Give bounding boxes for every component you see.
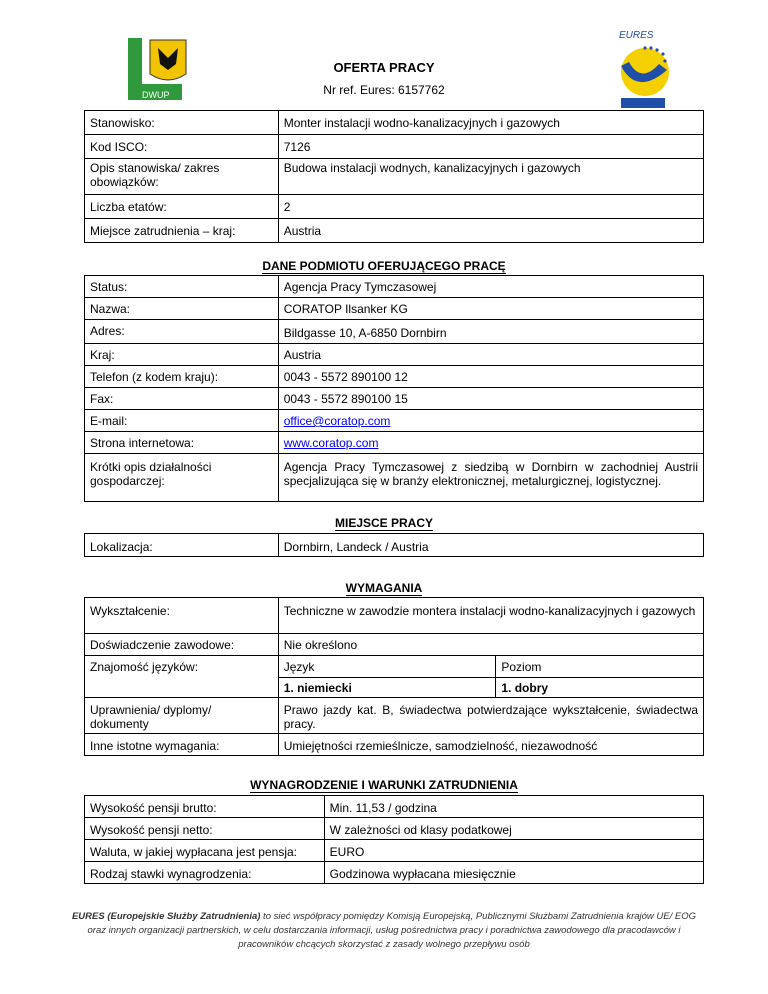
req-label: Uprawnienia/ dyplomy/ dokumenty — [85, 698, 279, 734]
table-row — [85, 656, 704, 678]
employer-value — [278, 432, 703, 454]
table-row — [85, 534, 704, 557]
table-row — [85, 410, 704, 432]
table-row — [85, 219, 704, 243]
employer-value: Agencja Pracy Tymczasowej — [278, 276, 703, 298]
level-column-header: Poziom — [496, 656, 704, 678]
employer-value: 0043 - 5572 890100 15 — [278, 388, 703, 410]
req-label: Wykształcenie: — [85, 598, 279, 634]
place-label: Lokalizacja: — [85, 534, 279, 557]
table-row — [85, 698, 704, 734]
table-row — [85, 320, 704, 344]
table-row — [85, 344, 704, 366]
employer-value: Agencja Pracy Tymczasowej z siedzibą w Dornbirn w zachodniej Austrii specjalizująca się w branży elektronicznej, metalurgicznej, logistycznej. — [278, 454, 703, 502]
reference-number: Nr ref. Eures: 6157762 — [323, 83, 445, 97]
website-link[interactable]: www.coratop.com — [283, 436, 379, 450]
footer-line-3: pracowników chcących skorzystać z zasady wolnego przepływu osób — [238, 939, 530, 950]
pay-value: Min. 11,53 / godzina — [324, 796, 703, 818]
svg-text:DWUP: DWUP — [142, 90, 170, 100]
place-table — [84, 533, 704, 557]
table-row — [85, 111, 704, 135]
table-row — [85, 159, 704, 195]
level-cell: 1. dobry — [496, 678, 704, 698]
table-row — [85, 195, 704, 219]
pay-label: Waluta, w jakiej wypłacana jest pensja: — [85, 840, 325, 862]
employer-label: Nazwa: — [85, 298, 279, 320]
job-value: 2 — [278, 195, 703, 219]
email-link[interactable]: office@coratop.com — [283, 414, 391, 428]
employer-value — [278, 410, 703, 432]
employer-label: Fax: — [85, 388, 279, 410]
job-table — [84, 110, 704, 243]
table-row — [85, 796, 704, 818]
req-label: Doświadczenie zawodowe: — [85, 634, 279, 656]
requirements-section-title: WYMAGANIA — [345, 581, 423, 595]
pay-section-title: WYNAGRODZENIE I WARUNKI ZATRUDNIENIA — [250, 778, 518, 792]
table-row — [85, 840, 704, 862]
svg-text:EURES: EURES — [619, 30, 654, 41]
employer-value: Austria — [278, 344, 703, 366]
employer-label: Strona internetowa: — [85, 432, 279, 454]
job-value: Budowa instalacji wodnych, kanalizacyjnych i gazowych — [278, 159, 703, 195]
job-value: Austria — [278, 219, 703, 243]
job-label: Kod ISCO: — [85, 135, 279, 159]
footer-note — [40, 910, 728, 952]
pay-value: W zależności od klasy podatkowej — [324, 818, 703, 840]
job-value: Monter instalacji wodno-kanalizacyjnych i gazowych — [278, 111, 703, 135]
table-row — [85, 276, 704, 298]
table-row — [85, 454, 704, 502]
req-label: Inne istotne wymagania: — [85, 734, 279, 756]
table-row — [85, 862, 704, 884]
footer-line-1: EURES (Europejskie Służby Zatrudnienia) to sieć współpracy pomiędzy Komisją Europejską, Publicznymi Służbami Zatrudnienia krajów UE/ EOG — [71, 911, 697, 922]
employer-label: Krótki opis działalności gospodarczej: — [85, 454, 279, 502]
job-label: Opis stanowiska/ zakres obowiązków: — [85, 159, 279, 195]
employer-value: CORATOP Ilsanker KG — [278, 298, 703, 320]
employer-table — [84, 275, 704, 502]
job-label: Stanowisko: — [85, 111, 279, 135]
req-value: Prawo jazdy kat. B, świadectwa potwierdzające wykształcenie, świadectwa pracy. — [278, 698, 703, 734]
req-value: Umiejętności rzemieślnicze, samodzielność, niezawodność — [278, 734, 703, 756]
employer-label: Kraj: — [85, 344, 279, 366]
pay-label: Wysokość pensji netto: — [85, 818, 325, 840]
job-value: 7126 — [278, 135, 703, 159]
place-section-title: MIEJSCE PRACY — [334, 516, 434, 530]
employer-label: Status: — [85, 276, 279, 298]
employer-label: E-mail: — [85, 410, 279, 432]
language-column-header: Język — [278, 656, 496, 678]
job-label: Miejsce zatrudnienia – kraj: — [85, 219, 279, 243]
employer-value: Bildgasse 10, A-6850 Dornbirn — [278, 320, 703, 344]
pay-table — [84, 795, 704, 884]
table-row — [85, 734, 704, 756]
employer-value: 0043 - 5572 890100 12 — [278, 366, 703, 388]
pay-label: Wysokość pensji brutto: — [85, 796, 325, 818]
req-value: Techniczne w zawodzie montera instalacji wodno-kanalizacyjnych i gazowych — [278, 598, 703, 634]
req-label: Znajomość języków: — [85, 656, 279, 698]
pay-label: Rodzaj stawki wynagrodzenia: — [85, 862, 325, 884]
requirements-table — [84, 597, 704, 756]
employer-label: Telefon (z kodem kraju): — [85, 366, 279, 388]
req-value: Nie określono — [278, 634, 703, 656]
table-row — [85, 598, 704, 634]
employer-section-title: DANE PODMIOTU OFERUJĄCEGO PRACĘ — [262, 259, 506, 273]
pay-value: Godzinowa wypłacana miesięcznie — [324, 862, 703, 884]
language-cell: 1. niemiecki — [278, 678, 496, 698]
pay-value: EURO — [324, 840, 703, 862]
table-row — [85, 432, 704, 454]
table-row — [85, 634, 704, 656]
table-row — [85, 818, 704, 840]
employer-label: Adres: — [85, 320, 279, 344]
place-value: Dornbirn, Landeck / Austria — [278, 534, 703, 557]
footer-line-2: oraz innych organizacji partnerskich, w celu dostarczania informacji, usług pośrednictwa pracy i poradnictwa zawodowego dla pracodawców i — [87, 925, 681, 936]
page-title: OFERTA PRACY — [333, 60, 435, 75]
table-row — [85, 366, 704, 388]
table-row — [85, 388, 704, 410]
table-row — [85, 135, 704, 159]
table-row — [85, 298, 704, 320]
job-label: Liczba etatów: — [85, 195, 279, 219]
